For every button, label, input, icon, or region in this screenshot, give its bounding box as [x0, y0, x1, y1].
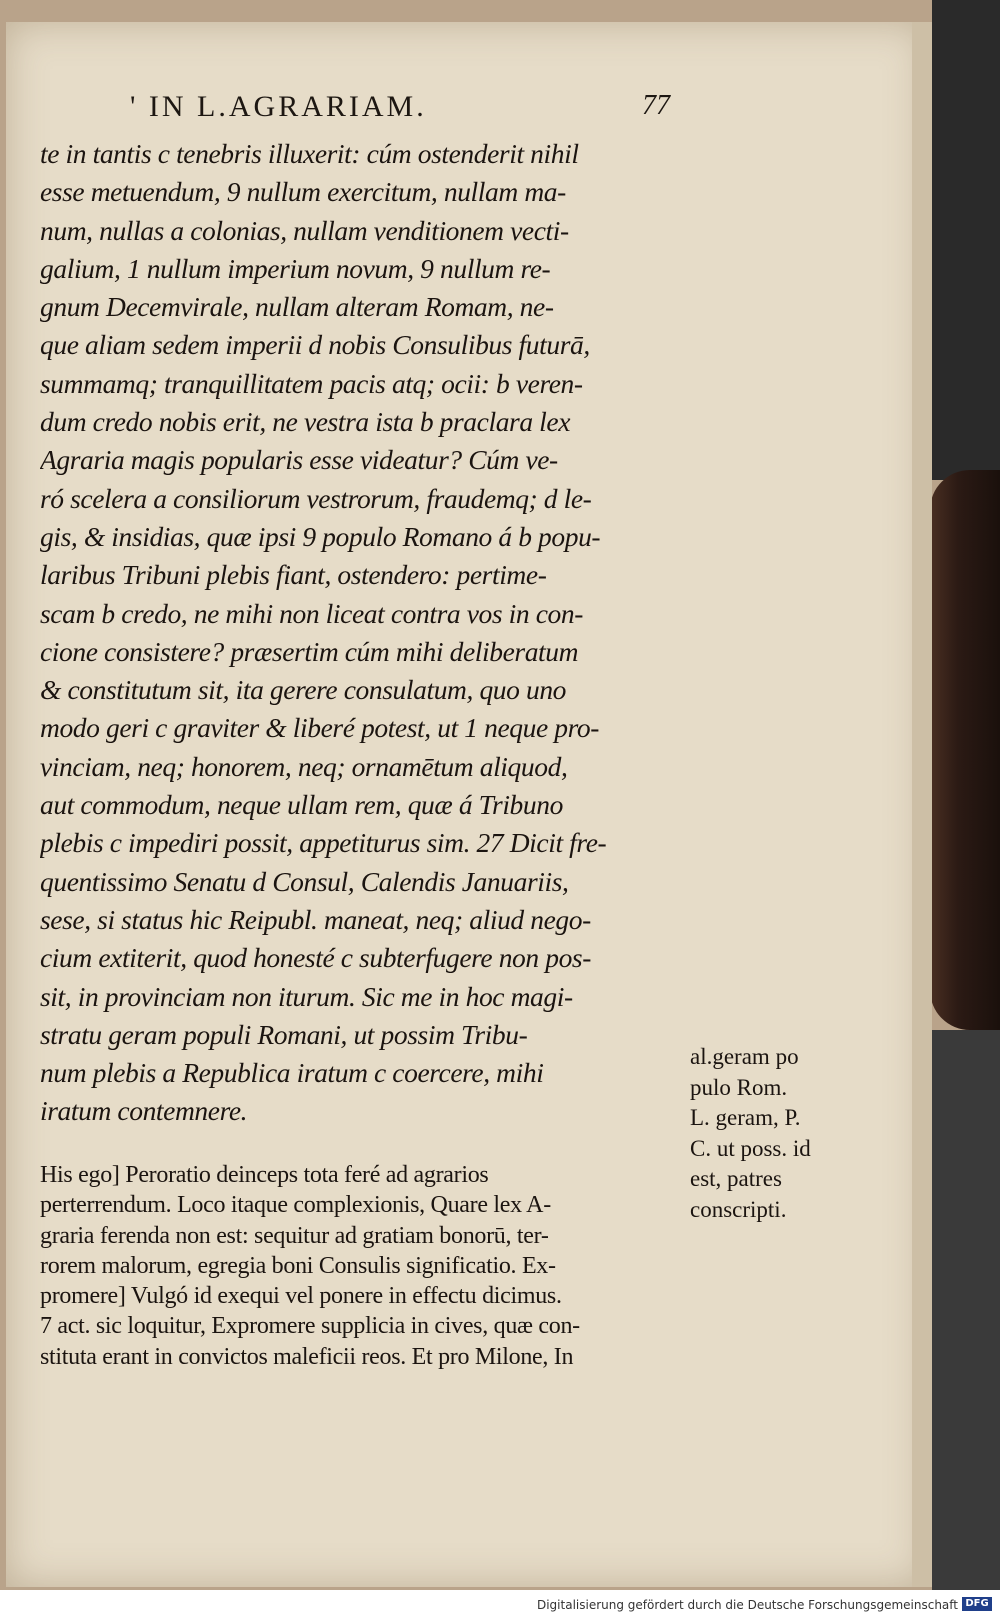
page-footer	[0, 1590, 1000, 1623]
margin-note-line: pulo Rom.	[690, 1074, 788, 1100]
main-text-block	[40, 135, 690, 1131]
main-text-line: galium, 1 nullum imperium novum, 9 nullum re-	[40, 252, 551, 284]
holding-finger	[930, 470, 1000, 1030]
margin-note-line: C. ut poss. id	[690, 1135, 811, 1161]
commentary-line: graria ferenda non est: sequitur ad gratiam bonorū, ter-	[40, 1222, 549, 1249]
main-text-line: aut commodum, neque ullam rem, quæ á Tribuno	[40, 789, 563, 821]
main-text-line: plebis c impediri possit, appetiturus sim. 27 Dicit fre-	[40, 827, 607, 859]
main-text-line: summamq; tranquillitatem pacis atq; ocii: b veren-	[40, 367, 583, 399]
main-text-line: que aliam sedem imperii d nobis Consulibus futurā,	[40, 329, 590, 361]
main-text-line: laribus Tribuni plebis fiant, ostendero: pertime-	[40, 559, 547, 591]
margin-note-line: conscripti.	[690, 1196, 787, 1222]
main-text-line: dum credo nobis erit, ne vestra ista b praclara lex	[40, 406, 571, 438]
running-head: ' IN L.AGRARIAM.	[130, 90, 427, 123]
commentary-block	[40, 1160, 690, 1372]
digitization-credit: Digitalisierung gefördert durch die Deutsche Forschungsgemeinschaft	[536, 1598, 958, 1612]
main-text-line: gnum Decemvirale, nullam alteram Romam, ne-	[40, 291, 554, 323]
page-edge	[912, 22, 932, 1587]
main-text-line: scam b credo, ne mihi non liceat contra vos in con-	[40, 597, 583, 629]
margin-note	[690, 1042, 840, 1225]
commentary-line: rorem malorum, egregia boni Consulis significatio. Ex-	[40, 1252, 556, 1279]
main-text-line: Agraria magis popularis esse videatur? Cúm ve-	[40, 444, 558, 476]
main-text-line: gis, & insidias, quæ ipsi 9 populo Romano á b popu-	[40, 520, 601, 552]
main-text-line: cione consistere? præsertim cúm mihi deliberatum	[40, 635, 579, 667]
main-text-line: cium extiterit, quod honesté c subterfugere non pos-	[40, 942, 591, 974]
page-number: 77	[642, 90, 670, 121]
main-text-line: num plebis a Republica iratum c coercere, mihi	[40, 1057, 544, 1089]
main-text-line: te in tantis c tenebris illuxerit: cúm ostenderit nihil	[40, 138, 579, 169]
margin-note-line: L. geram, P.	[690, 1105, 801, 1130]
main-text-line: ró scelera a consiliorum vestrorum, fraudemq; d le-	[40, 482, 592, 514]
page-header	[120, 90, 680, 130]
main-text-line: modo geri c graviter & liberé potest, ut 1 neque pro-	[40, 712, 599, 744]
main-text-line: sit, in provinciam non iturum. Sic me in hoc magi-	[40, 980, 573, 1012]
main-text-line: stratu geram populi Romani, ut possim Tribu-	[40, 1018, 528, 1050]
commentary-line: promere] Vulgó id exequi vel ponere in effectu dicimus.	[40, 1283, 562, 1310]
main-text-line: iratum contemnere.	[40, 1095, 248, 1127]
scanner-dark-area	[932, 0, 1000, 480]
margin-note-line: est, patres	[690, 1166, 782, 1191]
commentary-line: stituta erant in convictos maleficii reos. Et pro Milone, In	[40, 1343, 574, 1370]
commentary-line: 7 act. sic loquitur, Expromere supplicia in cives, quæ con-	[40, 1313, 580, 1340]
margin-note-line: al.geram po	[690, 1044, 799, 1069]
commentary-line: His ego] Peroratio deinceps tota feré ad agrarios	[40, 1162, 489, 1188]
dfg-logo: DFG	[962, 1597, 992, 1611]
commentary-line: perterrendum. Loco itaque complexionis, Quare lex A-	[40, 1192, 551, 1219]
main-text-line: num, nullas a colonias, nullam venditionem vecti-	[40, 214, 569, 246]
main-text-line: esse metuendum, 9 nullum exercitum, nullam ma-	[40, 176, 566, 208]
scanner-dark-area-lower	[932, 1030, 1000, 1590]
main-text-line: quentissimo Senatu d Consul, Calendis Januariis,	[40, 865, 569, 897]
main-text-line: & constitutum sit, ita gerere consulatum, quo uno	[40, 674, 567, 706]
main-text-line: sese, si status hic Reipubl. maneat, neq; aliud nego-	[40, 903, 591, 935]
main-text-line: vinciam, neq; honorem, neq; ornamētum aliquod,	[40, 750, 568, 782]
